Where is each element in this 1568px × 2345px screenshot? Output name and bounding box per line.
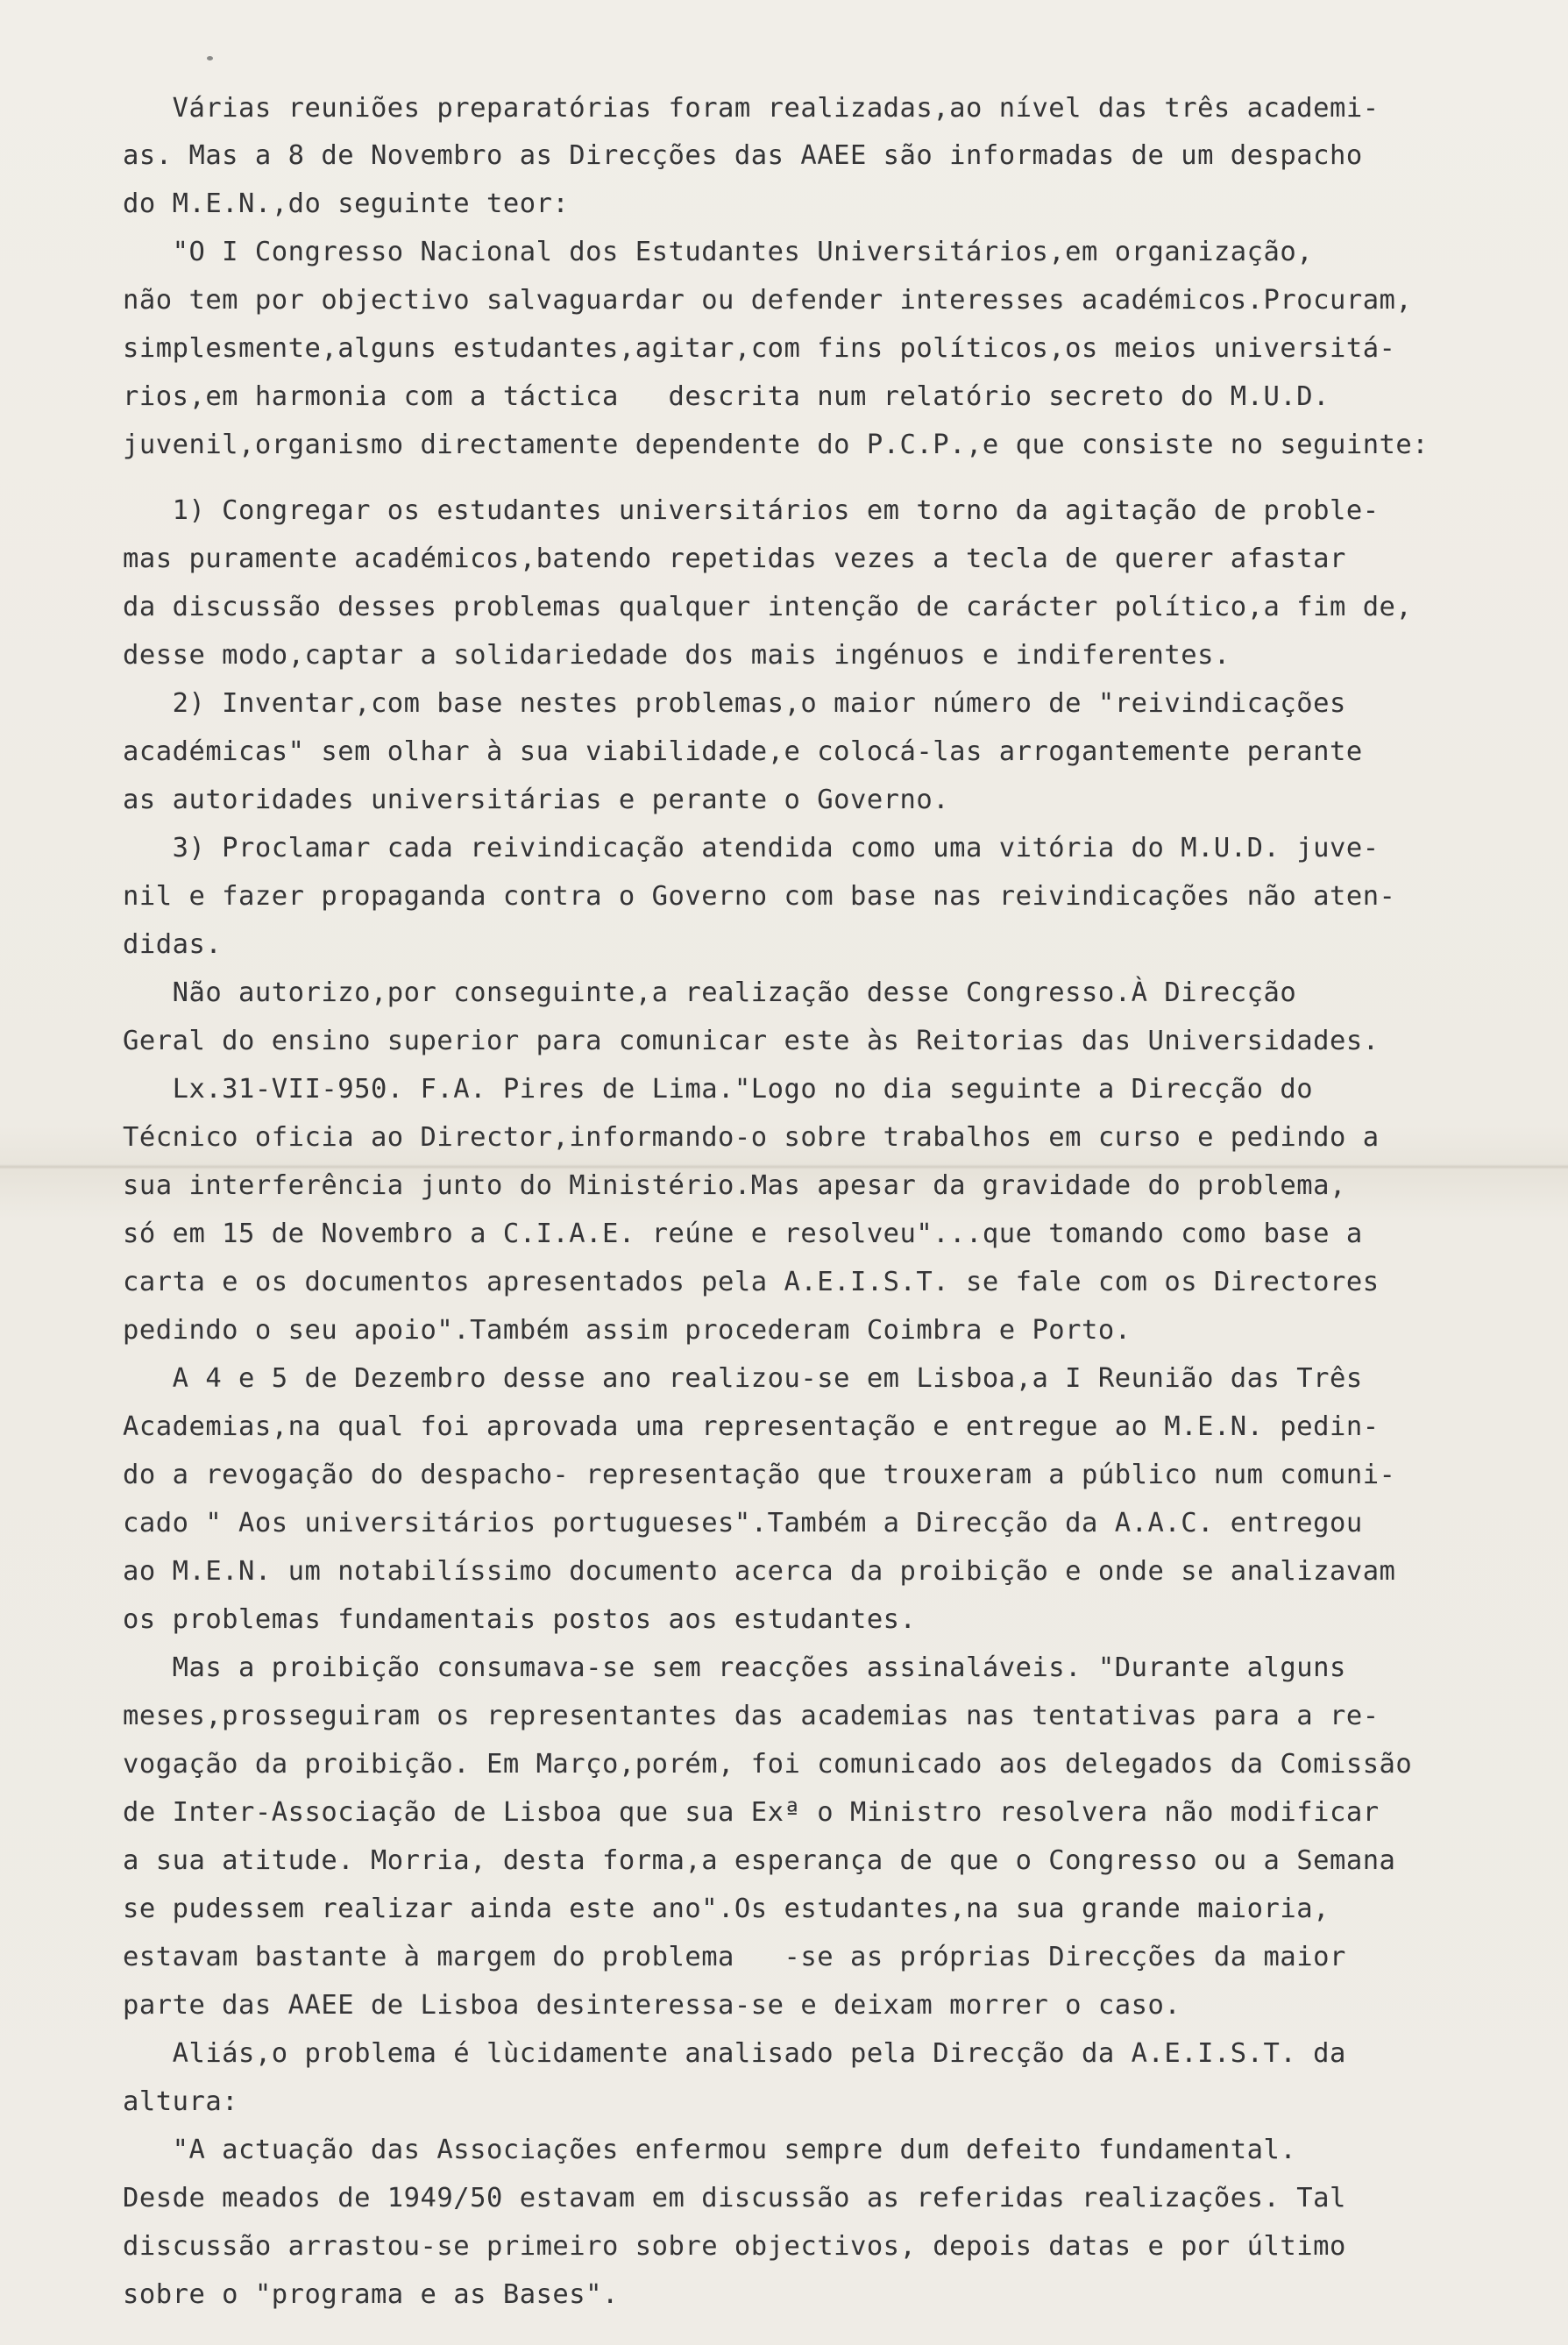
text-line: as autoridades universitárias e perante o Governo.: [123, 785, 950, 815]
text-line: as. Mas a 8 de Novembro as Direcções das AAEE são informadas de um despacho: [123, 140, 1363, 171]
ink-speck: [207, 56, 213, 60]
text-line: altura:: [123, 2086, 239, 2117]
text-line: Várias reuniões preparatórias foram realizadas,ao nível das três academi-: [123, 93, 1380, 124]
text-line: 3) Proclamar cada reivindicação atendida como uma vitória do M.U.D. juve-: [123, 833, 1380, 863]
text-line: pedindo o seu apoio".Também assim procederam Coimbra e Porto.: [123, 1315, 1132, 1346]
text-line: do a revogação do despacho- representação que trouxeram a público num comuni-: [123, 1460, 1396, 1490]
text-line: Academias,na qual foi aprovada uma representação e entregue ao M.E.N. pedin-: [123, 1411, 1380, 1442]
text-line: estavam bastante à margem do problema -se as próprias Direcções da maior: [123, 1942, 1346, 1972]
text-line: carta e os documentos apresentados pela A.E.I.S.T. se fale com os Directores: [123, 1267, 1380, 1297]
text-line: da discussão desses problemas qualquer intenção de carácter político,a fim de,: [123, 592, 1413, 622]
text-line: vogação da proibição. Em Março,porém, foi comunicado aos delegados da Comissão: [123, 1749, 1413, 1780]
text-line: do M.E.N.,do seguinte teor:: [123, 188, 570, 219]
text-line: não tem por objectivo salvaguardar ou defender interesses académicos.Procuram,: [123, 285, 1413, 316]
text-line: académicas" sem olhar à sua viabilidade,e colocá-las arrogantemente perante: [123, 736, 1363, 767]
text-line: a sua atitude. Morria, desta forma,a esperança de que o Congresso ou a Semana: [123, 1845, 1396, 1876]
text-line: meses,prosseguiram os representantes das academias nas tentativas para a re-: [123, 1701, 1380, 1731]
text-line: A 4 e 5 de Dezembro desse ano realizou-se em Lisboa,a I Reunião das Três: [123, 1363, 1363, 1394]
text-line: rios,em harmonia com a táctica descrita num relatório secreto do M.U.D.: [123, 381, 1330, 412]
text-line: os problemas fundamentais postos aos estudantes.: [123, 1604, 917, 1635]
text-line: se pudessem realizar ainda este ano".Os estudantes,na sua grande maioria,: [123, 1894, 1330, 1924]
text-line: só em 15 de Novembro a C.I.A.E. reúne e resolveu"...que tomando como base a: [123, 1219, 1363, 1249]
text-line: desse modo,captar a solidariedade dos mais ingénuos e indiferentes.: [123, 640, 1231, 671]
text-line: "O I Congresso Nacional dos Estudantes Universitários,em organização,: [123, 237, 1314, 267]
text-line: cado " Aos universitários portugueses".Também a Direcção da A.A.C. entregou: [123, 1508, 1363, 1538]
text-line: Aliás,o problema é lùcidamente analisado pela Direcção da A.E.I.S.T. da: [123, 2038, 1346, 2069]
text-line: simplesmente,alguns estudantes,agitar,com fins políticos,os meios universitá-: [123, 333, 1396, 364]
text-line: didas.: [123, 929, 223, 960]
text-line: Geral do ensino superior para comunicar este às Reitorias das Universidades.: [123, 1026, 1380, 1056]
text-line: 1) Congregar os estudantes universitários em torno da agitação de proble-: [123, 495, 1380, 526]
text-line: parte das AAEE de Lisboa desinteressa-se e deixam morrer o caso.: [123, 1990, 1181, 2021]
text-line: Lx.31-VII-950. F.A. Pires de Lima."Logo no dia seguinte a Direcção do: [123, 1074, 1314, 1105]
text-line: Não autorizo,por conseguinte,a realização desse Congresso.À Direcção: [123, 977, 1297, 1008]
text-line: Técnico oficia ao Director,informando-o sobre trabalhos em curso e pedindo a: [123, 1122, 1380, 1153]
text-line: "A actuação das Associações enfermou sempre dum defeito fundamental.: [123, 2135, 1297, 2165]
text-line: de Inter-Associação de Lisboa que sua Exª o Ministro resolvera não modificar: [123, 1797, 1380, 1828]
text-line: juvenil,organismo directamente dependente do P.C.P.,e que consiste no seguinte:: [123, 430, 1430, 460]
text-line: discussão arrastou-se primeiro sobre objectivos, depois datas e por último: [123, 2231, 1346, 2262]
text-line: Mas a proibição consumava-se sem reacções assinaláveis. "Durante alguns: [123, 1652, 1346, 1683]
text-line: 2) Inventar,com base nestes problemas,o maior número de "reivindicações: [123, 688, 1346, 719]
text-line: ao M.E.N. um notabilíssimo documento acerca da proibição e onde se analizavam: [123, 1556, 1396, 1587]
text-line: Desde meados de 1949/50 estavam em discussão as referidas realizações. Tal: [123, 2183, 1346, 2214]
text-line: sua interferência junto do Ministério.Mas apesar da gravidade do problema,: [123, 1170, 1346, 1201]
text-line: sobre o "programa e as Bases".: [123, 2279, 619, 2310]
text-line: mas puramente académicos,batendo repetidas vezes a tecla de querer afastar: [123, 544, 1346, 574]
text-line: nil e fazer propaganda contra o Governo com base nas reivindicações não aten-: [123, 881, 1396, 912]
